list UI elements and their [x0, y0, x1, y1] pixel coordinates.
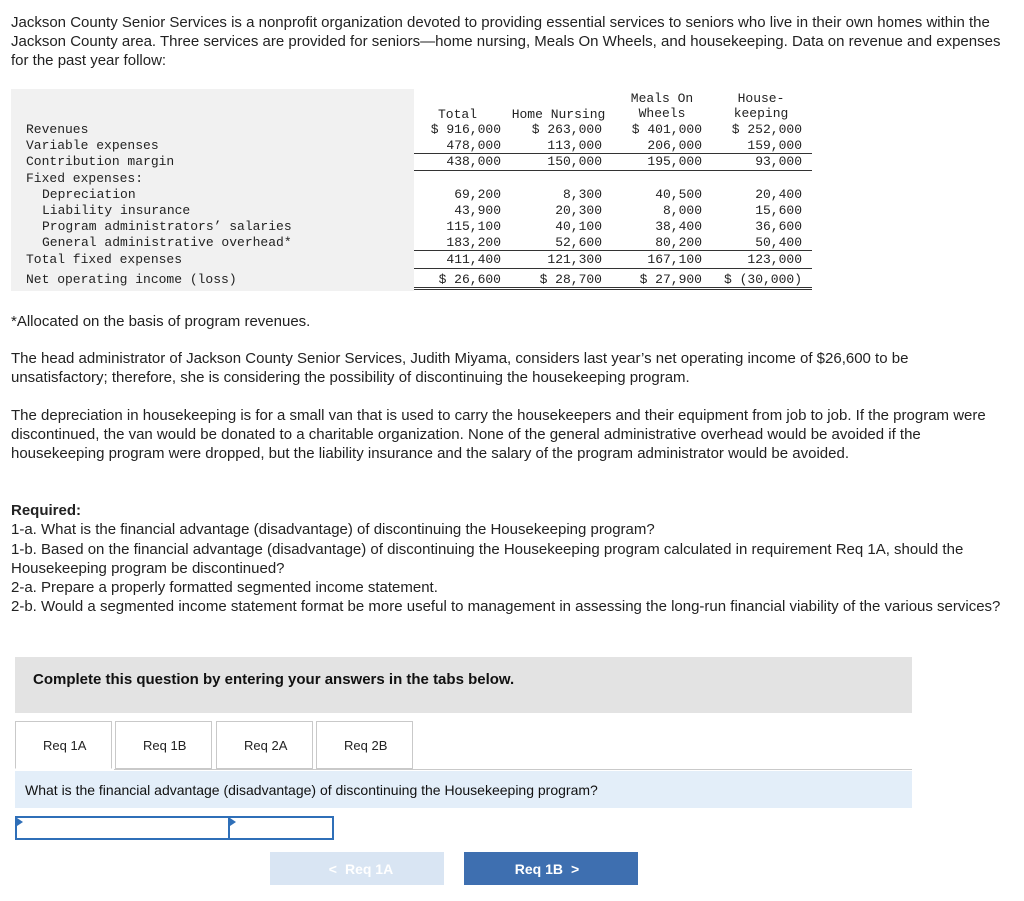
answer-label-input[interactable] — [15, 816, 230, 840]
cell-meals: 38,400 — [655, 219, 702, 234]
cell-home-nursing: 52,600 — [555, 235, 602, 250]
data-table — [11, 89, 811, 291]
table-row — [11, 203, 811, 219]
cell-meals: $ 401,000 — [631, 122, 702, 137]
header-meals-line2: Wheels — [638, 106, 686, 121]
table-row — [11, 171, 811, 187]
table-row — [11, 252, 811, 268]
header-housekeeping-line2: keeping — [733, 106, 789, 121]
answer-amount-input[interactable] — [228, 816, 334, 840]
table-row — [11, 122, 811, 138]
footnote: *Allocated on the basis of program revenues. — [11, 313, 311, 330]
cell-total: 438,000 — [446, 154, 501, 169]
cell-meals: 8,000 — [662, 203, 702, 218]
cell-meals: 195,000 — [647, 154, 702, 169]
prev-req-label: Req 1A — [344, 861, 394, 877]
cell-total: 69,200 — [454, 187, 501, 202]
details-paragraph: The depreciation in housekeeping is for a small van that is used to carry the housekeepers and their equipment from job to job. If the program were discontinued, the van would be donated to a charitable organization. None of the general administrative overhead would be avoided if the housekeeping program were dropped, but the liability insurance and the salary of the program administrator would be avoided. — [11, 407, 986, 462]
tab-req-1b[interactable]: Req 1B — [115, 721, 212, 769]
cell-housekeeping: 36,600 — [755, 219, 802, 234]
double-rule-net — [414, 287, 812, 290]
rule-below-overhead — [414, 250, 812, 251]
prev-req-button[interactable] — [270, 852, 444, 885]
cell-meals: 167,100 — [647, 252, 702, 267]
row-label: General administrative overhead* — [42, 235, 292, 250]
question-text: What is the financial advantage (disadvantage) of discontinuing the Housekeeping program? — [25, 782, 598, 798]
required-item: 1-b. Based on the financial advantage (disadvantage) of discontinuing the Housekeeping program calculated in requirement Req 1A, should the Housekeeping program be discontinued? — [11, 541, 964, 577]
header-meals-line1: Meals On — [630, 91, 694, 106]
required-item: 2-a. Prepare a properly formatted segmented income statement. — [11, 579, 438, 596]
cell-meals: 206,000 — [647, 138, 702, 153]
cell-total: 183,200 — [446, 235, 501, 250]
cell-housekeeping: $ (30,000) — [723, 272, 802, 287]
next-req-button[interactable] — [464, 852, 638, 885]
cell-home-nursing: 113,000 — [547, 138, 602, 153]
chevron-left-icon: < — [328, 861, 337, 877]
cell-home-nursing: 20,300 — [555, 203, 602, 218]
table-row — [11, 154, 811, 170]
row-label: Net operating income (loss) — [26, 272, 237, 287]
required-item: 2-b. Would a segmented income statement format be more useful to management in assessing the long-run financial viability of the various services? — [11, 598, 1001, 615]
tab-req-2b[interactable]: Req 2B — [316, 721, 413, 769]
row-label: Revenues — [26, 122, 89, 137]
table-row — [11, 187, 811, 203]
required-item: 1-a. What is the financial advantage (disadvantage) of discontinuing the Housekeeping program? — [11, 521, 655, 538]
tab-req-1a[interactable]: Req 1A — [15, 721, 112, 769]
rule-below-total-fixed — [414, 268, 812, 269]
chevron-right-icon: > — [571, 861, 580, 877]
cell-home-nursing: 121,300 — [547, 252, 602, 267]
cell-total: $ 26,600 — [438, 272, 501, 287]
cell-home-nursing: 8,300 — [562, 187, 602, 202]
table-row — [11, 219, 811, 235]
instruction-text: Complete this question by entering your answers in the tabs below. — [33, 671, 515, 688]
cell-home-nursing: $ 263,000 — [531, 122, 602, 137]
table-row — [11, 138, 811, 154]
cell-total: 115,100 — [446, 219, 501, 234]
required-title: Required: — [11, 502, 82, 519]
header-housekeeping-line1: House- — [737, 91, 785, 106]
next-req-label: Req 1B — [514, 861, 564, 877]
question-bar — [15, 771, 912, 808]
tab-divider — [114, 769, 912, 770]
cell-housekeeping: 159,000 — [747, 138, 802, 153]
cell-housekeeping: 15,600 — [755, 203, 802, 218]
row-label: Program administrators’ salaries — [42, 219, 292, 234]
rule-below-contribution — [414, 170, 812, 171]
cell-total: 411,400 — [446, 252, 501, 267]
cell-meals: 80,200 — [655, 235, 702, 250]
cell-housekeeping: 93,000 — [755, 154, 802, 169]
header-home-nursing: Home Nursing — [511, 107, 606, 122]
row-label: Fixed expenses: — [26, 171, 144, 186]
intro-paragraph: Jackson County Senior Services is a nonprofit organization devoted to providing essential services to seniors who live in their own homes within the Jackson County area. Three services are provided for seniors—home nursing, Meals On Wheels, and housekeeping. Data on revenue and expenses for the past year follow: — [11, 14, 1001, 69]
instruction-box — [15, 657, 912, 713]
cell-total: 478,000 — [446, 138, 501, 153]
table-row — [11, 235, 811, 251]
input-marker-icon — [17, 818, 23, 826]
cell-housekeeping: 20,400 — [755, 187, 802, 202]
cell-home-nursing: 40,100 — [555, 219, 602, 234]
row-label: Liability insurance — [42, 203, 191, 218]
cell-housekeeping: $ 252,000 — [731, 122, 802, 137]
cell-total: 43,900 — [454, 203, 501, 218]
cell-total: $ 916,000 — [430, 122, 501, 137]
tab-req-2a[interactable]: Req 2A — [216, 721, 313, 769]
header-total: Total — [437, 107, 477, 122]
cell-meals: 40,500 — [655, 187, 702, 202]
row-label: Contribution margin — [26, 154, 175, 169]
cell-housekeeping: 50,400 — [755, 235, 802, 250]
cell-home-nursing: 150,000 — [547, 154, 602, 169]
cell-home-nursing: $ 28,700 — [539, 272, 602, 287]
input-marker-icon — [230, 818, 236, 826]
row-label: Total fixed expenses — [26, 252, 183, 267]
table-row — [11, 272, 811, 288]
cell-meals: $ 27,900 — [639, 272, 702, 287]
rule-below-variable — [414, 153, 812, 154]
row-label: Variable expenses — [26, 138, 159, 153]
situation-paragraph: The head administrator of Jackson County Senior Services, Judith Miyama, considers last year’s net operating income of $26,600 to be unsatisfactory; therefore, she is considering the possibility of discontinuing the housekeeping program. — [11, 350, 909, 386]
row-label: Depreciation — [42, 187, 136, 202]
cell-housekeeping: 123,000 — [747, 252, 802, 267]
